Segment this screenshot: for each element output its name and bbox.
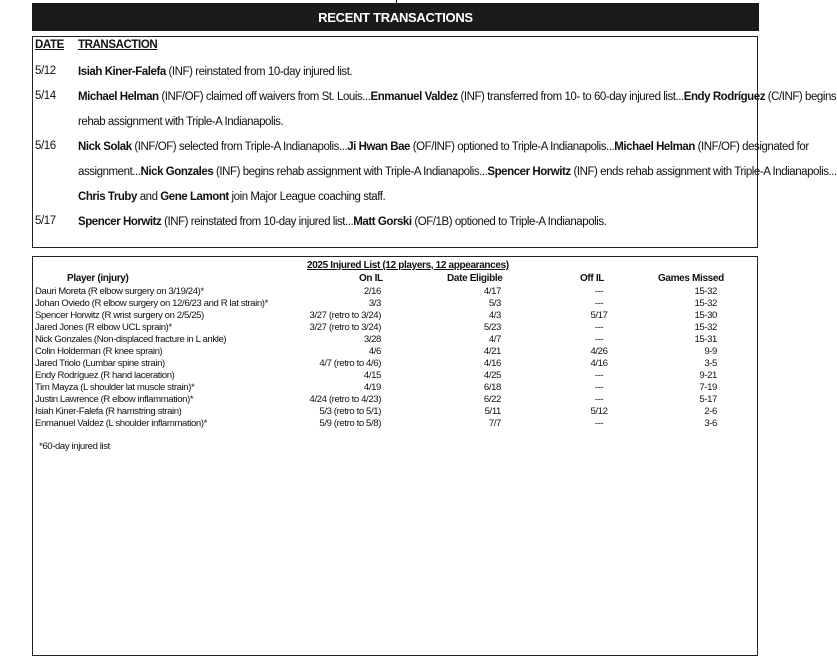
table-row xyxy=(33,382,757,394)
il-games-missed: 3-6 xyxy=(704,418,717,429)
transaction-text: (INF) transferred from 10- to 60-day injured list... xyxy=(457,91,684,103)
transaction-text: (OF/1B) optioned to Triple-A Indianapolis. xyxy=(411,216,607,228)
player-name: Matt Gorski xyxy=(353,216,412,228)
player-name: Michael Helman xyxy=(78,91,159,103)
il-player: Endy Rodríguez (R hand laceration) xyxy=(35,370,175,381)
il-date-eligible: 4/25 xyxy=(483,370,501,381)
il-off-date: --- xyxy=(594,370,604,381)
il-player: Isiah Kiner-Falefa (R hamstring strain) xyxy=(35,406,182,417)
transactions-box xyxy=(32,36,837,248)
table-row xyxy=(33,298,757,310)
transaction-line xyxy=(78,215,758,229)
il-off-date: --- xyxy=(594,322,604,333)
transaction-line xyxy=(78,165,837,179)
table-row xyxy=(33,310,757,322)
player-name: Nick Solak xyxy=(78,141,132,153)
il-off-date: --- xyxy=(594,418,604,429)
il-off-date: 4/16 xyxy=(590,358,608,369)
footnote: *60-day injured list xyxy=(39,441,110,452)
transaction-date: 5/17 xyxy=(35,215,56,227)
transaction-date: 5/14 xyxy=(35,90,56,102)
il-date-eligible: 6/18 xyxy=(483,382,501,393)
table-row xyxy=(33,418,757,430)
transaction-text: and xyxy=(136,191,161,203)
section-header xyxy=(32,3,759,31)
il-on-date: 4/24 (retro to 4/23) xyxy=(309,394,381,405)
player-name: Chris Truby xyxy=(78,191,137,203)
player-name: Isiah Kiner-Falefa xyxy=(78,66,166,78)
il-player: Spencer Horwitz (R wrist surgery on 2/5/25) xyxy=(35,310,204,321)
il-off-date: --- xyxy=(594,394,604,405)
il-date-eligible: 4/21 xyxy=(483,346,501,357)
il-player: Justin Lawrence (R elbow inflammation)* xyxy=(35,394,194,405)
il-off-date: --- xyxy=(594,382,604,393)
il-date-eligible: 7/7 xyxy=(488,418,501,429)
transaction-text: assignment... xyxy=(78,166,141,178)
injured-list-title: 2025 Injured List (12 players, 12 appearances) xyxy=(307,260,509,271)
il-games-missed: 15-31 xyxy=(694,334,717,345)
transaction-text: (INF) reinstated from 10-day injured list. xyxy=(165,66,353,78)
il-on-date: 3/28 xyxy=(363,334,381,345)
il-player: Enmanuel Valdez (L shoulder inflammation)* xyxy=(35,418,207,429)
il-on-date: 4/7 (retro to 4/6) xyxy=(319,358,381,369)
transaction-text: (INF) reinstated from 10-day injured list... xyxy=(161,216,354,228)
transaction-text: (OF/INF) optioned to Triple-A Indianapolis... xyxy=(410,141,615,153)
transaction-line xyxy=(78,65,758,79)
il-player: Jared Jones (R elbow UCL sprain)* xyxy=(35,322,172,333)
injured-list-box xyxy=(32,256,758,656)
player-name: Michael Helman xyxy=(614,141,695,153)
table-row xyxy=(33,346,757,358)
il-games-missed: 3-5 xyxy=(704,358,717,369)
il-date-eligible: 5/23 xyxy=(483,322,501,333)
il-player: Dauri Moreta (R elbow surgery on 3/19/24)* xyxy=(35,286,204,297)
il-off-date: 5/17 xyxy=(590,310,608,321)
il-games-missed: 7-19 xyxy=(699,382,717,393)
il-games-missed: 15-30 xyxy=(694,310,717,321)
table-row xyxy=(33,322,757,334)
il-date-eligible: 5/11 xyxy=(484,406,501,417)
col-eligible-header: Date Eligible xyxy=(447,273,503,284)
il-games-missed: 9-9 xyxy=(704,346,717,357)
il-player: Johan Oviedo (R elbow surgery on 12/6/23 and R lat strain)* xyxy=(35,298,268,309)
il-on-date: 4/19 xyxy=(363,382,381,393)
il-date-eligible: 5/3 xyxy=(488,298,501,309)
transaction-text: (INF/OF) designated for xyxy=(694,141,809,153)
il-games-missed: 15-32 xyxy=(694,298,717,309)
transaction-line xyxy=(78,115,758,129)
transaction-text: (INF) ends rehab assignment with Triple-A Indianapolis... xyxy=(570,166,837,178)
transaction-date: 5/12 xyxy=(35,65,56,77)
il-on-date: 5/9 (retro to 5/8) xyxy=(319,418,381,429)
il-player: Colin Holderman (R knee sprain) xyxy=(35,346,163,357)
il-games-missed: 5-17 xyxy=(699,394,717,405)
player-name: Spencer Horwitz xyxy=(78,216,162,228)
il-on-date: 3/27 (retro to 3/24) xyxy=(309,322,381,333)
player-name: Ji Hwan Bae xyxy=(347,141,410,153)
il-games-missed: 15-32 xyxy=(694,286,717,297)
il-games-missed: 15-32 xyxy=(694,322,717,333)
il-on-date: 2/16 xyxy=(363,286,381,297)
il-off-date: 4/26 xyxy=(590,346,608,357)
transaction-column-header: TRANSACTION xyxy=(78,39,158,51)
col-onil-header: On IL xyxy=(359,273,383,284)
il-games-missed: 2-6 xyxy=(704,406,717,417)
table-row xyxy=(33,358,757,370)
table-row xyxy=(33,334,757,346)
transaction-line xyxy=(78,90,837,104)
il-games-missed: 9-21 xyxy=(699,370,717,381)
il-date-eligible: 4/3 xyxy=(488,310,501,321)
il-date-eligible: 4/17 xyxy=(483,286,501,297)
transaction-text: rehab assignment with Triple-A Indianapolis. xyxy=(78,116,284,128)
player-name: Nick Gonzales xyxy=(140,166,214,178)
player-name: Spencer Horwitz xyxy=(487,166,571,178)
transaction-line xyxy=(78,190,758,204)
il-player: Nick Gonzales (Non-displaced fracture in L ankle) xyxy=(35,334,227,345)
player-name: Gene Lamont xyxy=(160,191,229,203)
il-on-date: 5/3 (retro to 5/1) xyxy=(319,406,381,417)
transaction-text: (INF) begins rehab assignment with Triple-A Indianapolis... xyxy=(213,166,488,178)
col-player-header: Player (injury) xyxy=(67,273,129,284)
transaction-text: (C/INF) begins xyxy=(765,91,837,103)
il-off-date: 5/12 xyxy=(590,406,608,417)
il-date-eligible: 4/16 xyxy=(483,358,501,369)
il-off-date: --- xyxy=(594,286,604,297)
il-date-eligible: 6/22 xyxy=(483,394,501,405)
player-name: Endy Rodríguez xyxy=(683,91,765,103)
il-on-date: 4/6 xyxy=(368,346,381,357)
col-offil-header: Off IL xyxy=(580,273,605,284)
col-games-header: Games Missed xyxy=(658,273,724,284)
il-on-date: 3/3 xyxy=(368,298,381,309)
il-player: Jared Triolo (Lumbar spine strain) xyxy=(35,358,165,369)
il-on-date: 4/15 xyxy=(363,370,381,381)
transaction-text: join Major League coaching staff. xyxy=(228,191,386,203)
il-player: Tim Mayza (L shoulder lat muscle strain)* xyxy=(35,382,195,393)
transaction-line xyxy=(78,140,809,154)
date-column-header: DATE xyxy=(35,39,64,51)
table-row xyxy=(33,286,757,298)
il-date-eligible: 4/7 xyxy=(488,334,501,345)
section-title: RECENT TRANSACTIONS xyxy=(318,9,473,25)
transaction-text: (INF/OF) claimed off waivers from St. Louis... xyxy=(158,91,371,103)
table-row xyxy=(33,370,757,382)
il-off-date: --- xyxy=(594,298,604,309)
transaction-date: 5/16 xyxy=(35,140,56,152)
player-name: Enmanuel Valdez xyxy=(370,91,458,103)
il-on-date: 3/27 (retro to 3/24) xyxy=(309,310,381,321)
transaction-text: (INF/OF) selected from Triple-A Indianapolis... xyxy=(131,141,348,153)
table-row xyxy=(33,406,757,418)
table-row xyxy=(33,394,757,406)
il-off-date: --- xyxy=(594,334,604,345)
